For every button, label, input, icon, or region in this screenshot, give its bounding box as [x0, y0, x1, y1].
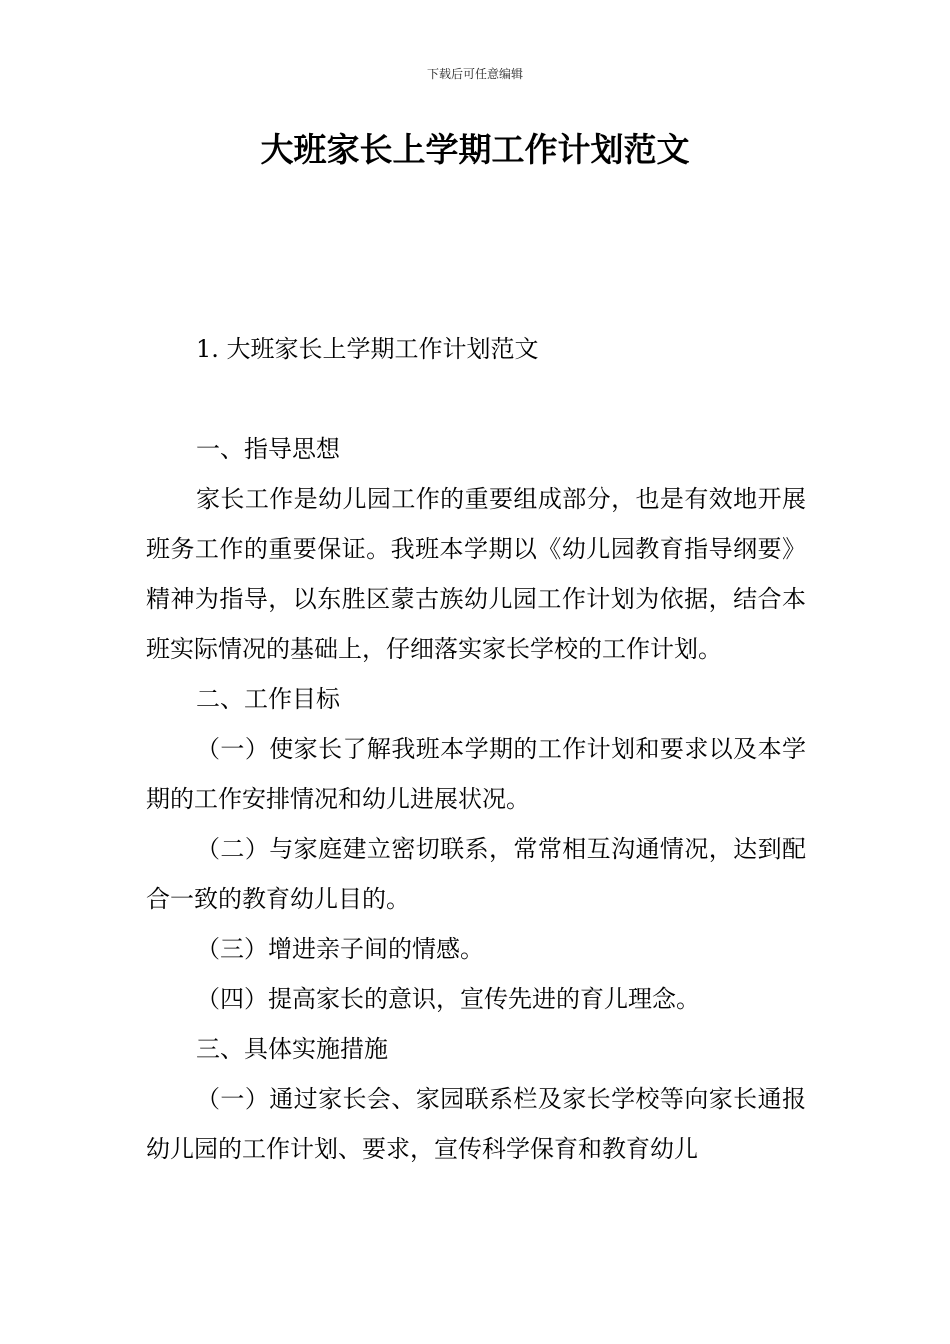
- document-body: [146, 324, 806, 1174]
- goal-item-1: （一）使家长了解我班本学期的工作计划和要求以及本学期的工作安排情况和幼儿进展状况。: [146, 735, 806, 813]
- section-heading-1: 一、指导思想: [196, 435, 340, 463]
- header-note: 下载后可任意编辑: [426, 67, 523, 81]
- goal-item-3: （三）增进亲子间的情感。: [196, 935, 484, 963]
- goal-item-2: （二）与家庭建立密切联系，常常相互沟通情况，达到配合一致的教育幼儿目的。: [146, 835, 806, 913]
- section-heading-3: 三、具体实施措施: [196, 1035, 388, 1063]
- paragraph-guiding-thought: 家长工作是幼儿园工作的重要组成部分，也是有效地开展班务工作的重要保证。我班本学期以《幼儿园教育指导纲要》精神为指导，以东胜区蒙古族幼儿园工作计划为依据，结合本班实际情况的基础上，仔细落实家长学校的工作计划。: [146, 485, 806, 663]
- subtitle: 1. 大班家长上学期工作计划范文: [196, 335, 539, 363]
- section-heading-2: 二、工作目标: [196, 685, 340, 713]
- document-title: 大班家长上学期工作计划范文: [260, 130, 690, 169]
- goal-item-4: （四）提高家长的意识，宣传先进的育儿理念。: [196, 985, 700, 1013]
- measure-item-1: （一）通过家长会、家园联系栏及家长学校等向家长通报幼儿园的工作计划、要求，宣传科学保育和教育幼儿: [146, 1085, 806, 1163]
